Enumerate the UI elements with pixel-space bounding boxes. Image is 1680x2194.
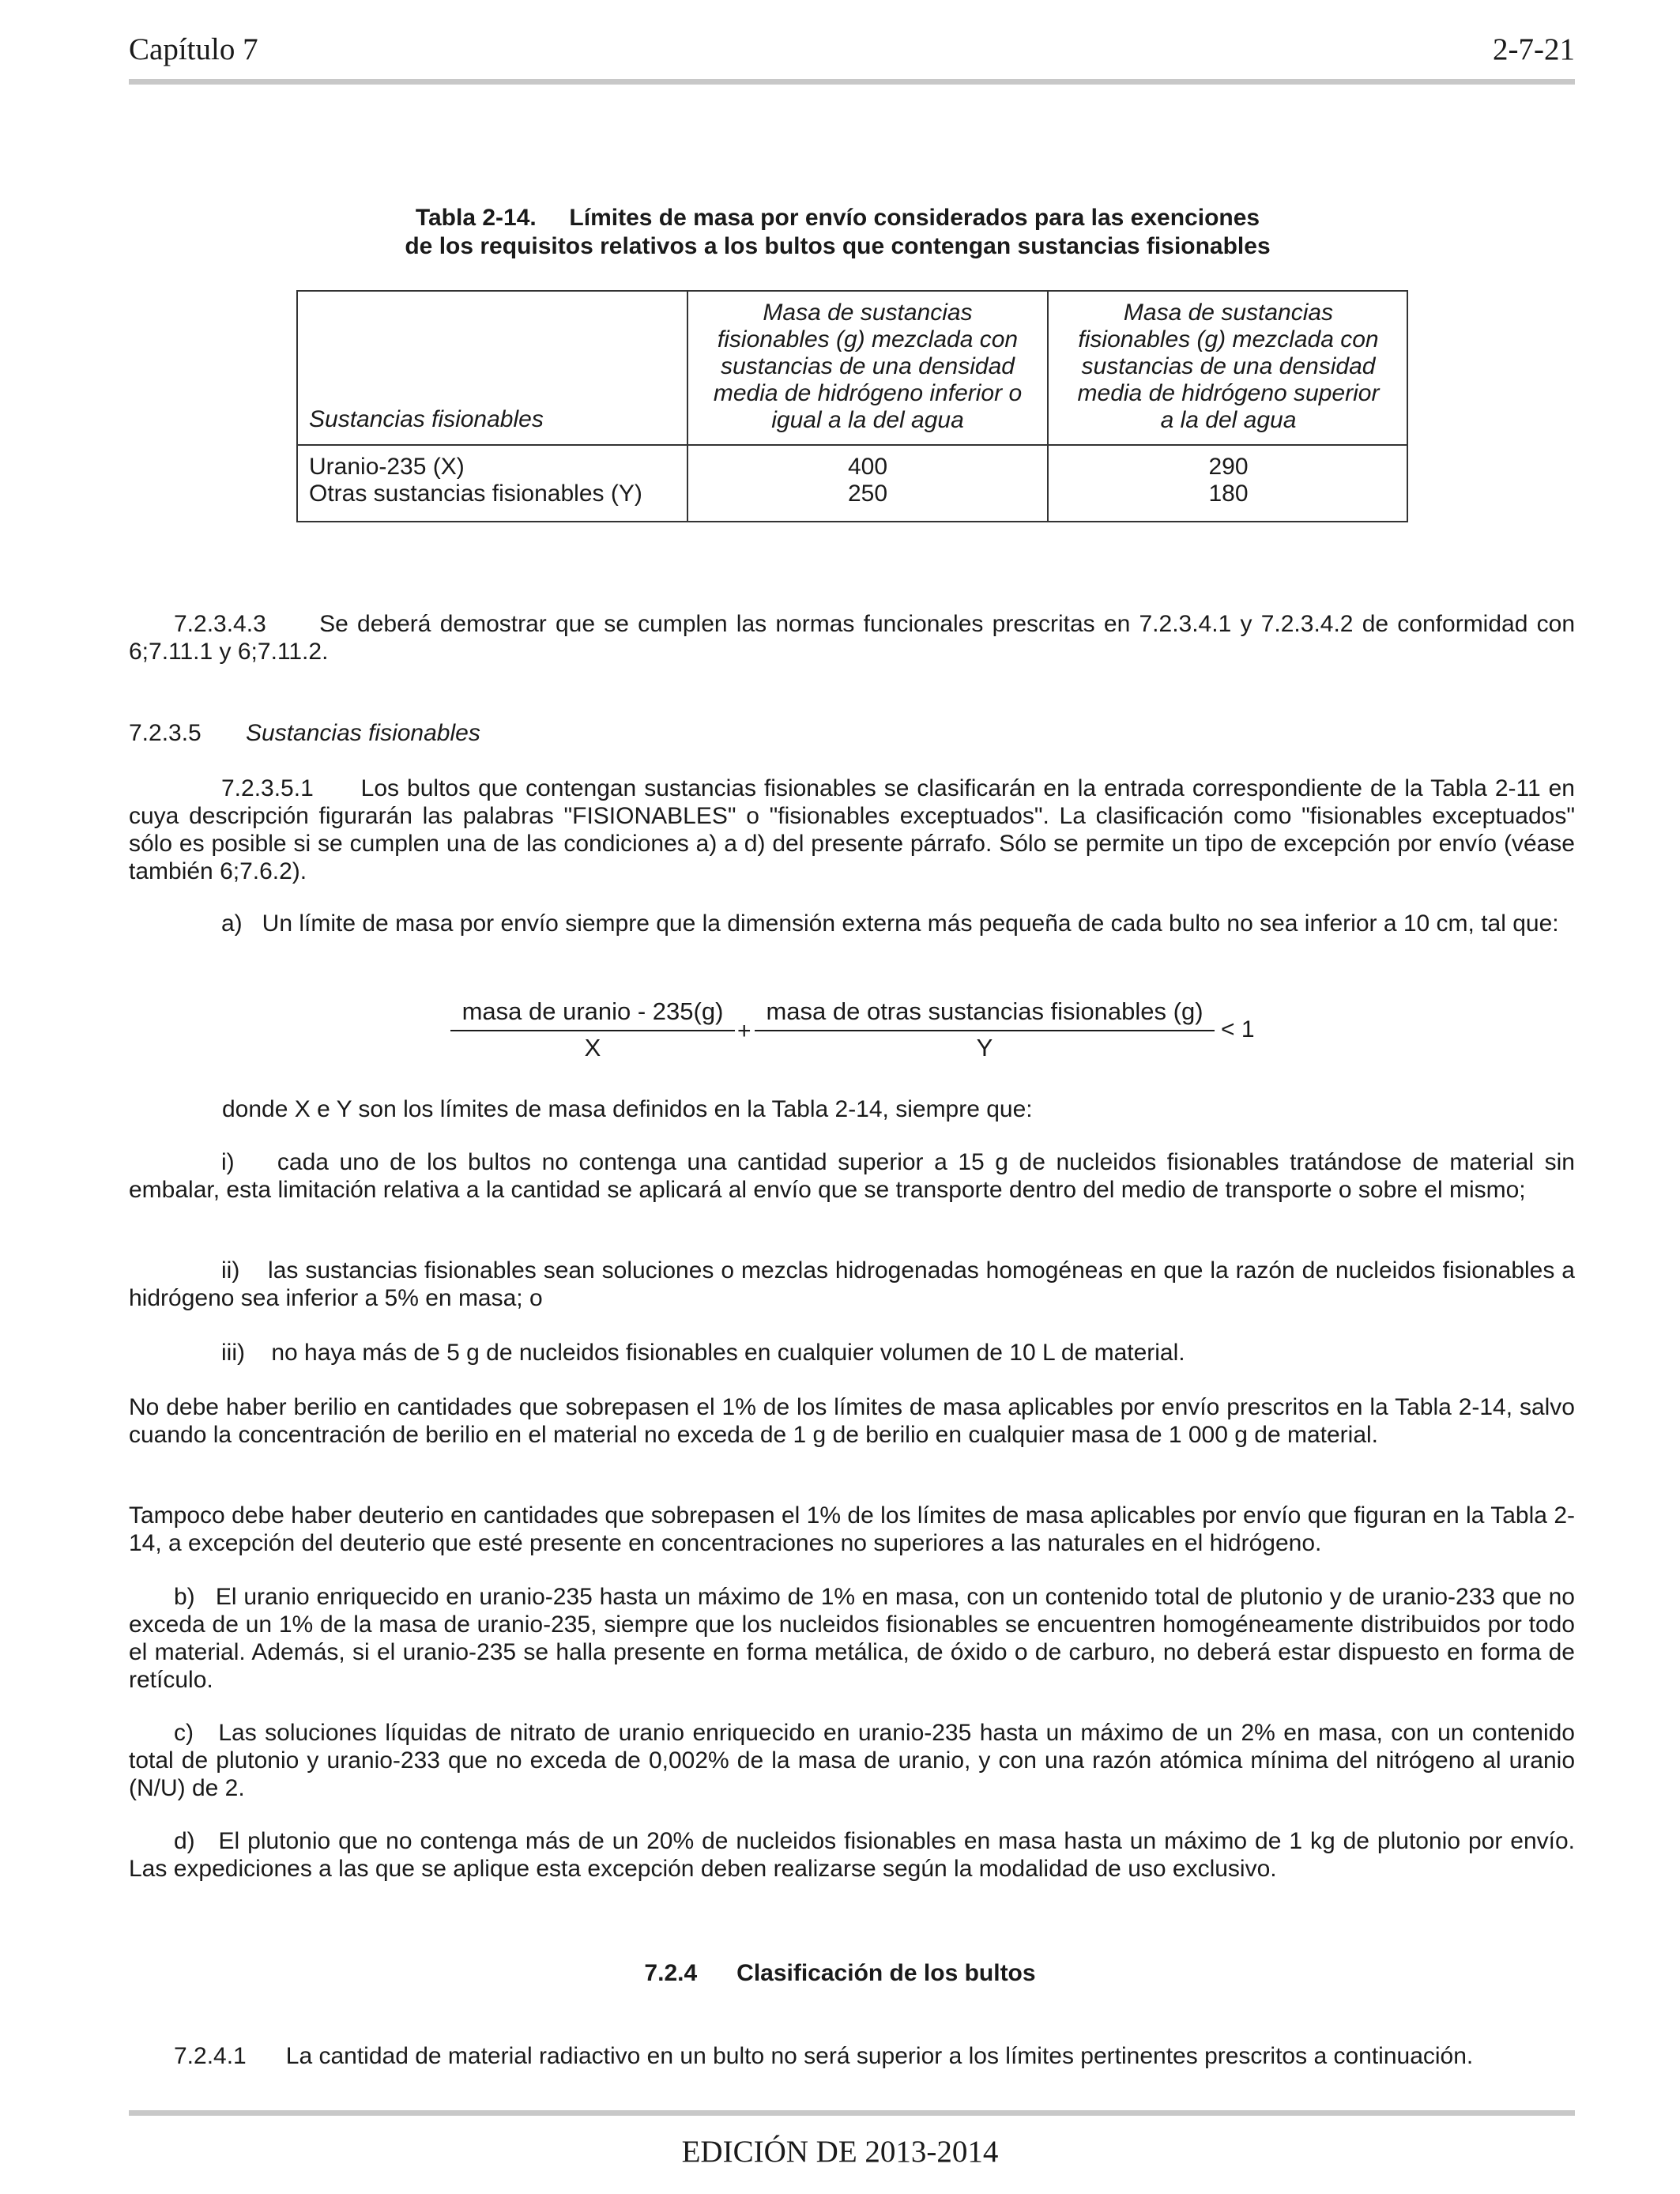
paragraph-berilio: No debe haber berilio en cantidades que sobrepasen el 1% de los límites de masa aplicables por envío prescritos en la Tabla 2-14, salvo cuando la concentración de berilio en el material no exceda de 1 g de berilio en cualquier masa de 1 000 g de material. — [129, 1394, 1575, 1448]
col-header-superior — [1049, 300, 1408, 434]
formula-relation: < 1 — [1221, 1016, 1255, 1042]
fraction-bar — [755, 1030, 1215, 1031]
table-row — [309, 454, 642, 507]
table-divider — [298, 444, 1407, 446]
paragraph-72343: 7.2.3.4.3 Se deberá demostrar que se cumplen las normas funcionales prescritas en 7.2.3.4.1 y 7.2.3.4.2 de conformidad con 6;7.11.1 y 6;7.11.2. — [129, 611, 1582, 665]
paragraph-deuterio: Tampoco debe haber deuterio en cantidades que sobrepasen el 1% de los límites de masa aplicables por envío que figuran en la Tabla 2-14, a excepción del deuterio que esté presente en concentraciones no superiores a las naturales en el hidrógeno. — [129, 1502, 1575, 1556]
edition-footer: EDICIÓN DE 2013-2014 — [681, 2135, 999, 2169]
col-header-substance: Sustancias fisionables — [309, 406, 544, 432]
section-number: 7.2.3.5 — [129, 720, 202, 746]
header-line: a la del agua — [1160, 407, 1297, 433]
value-cell: 180 — [1208, 481, 1249, 507]
paragraph-i: i) cada uno de los bultos no contenga una cantidad superior a 15 g de nucleidos fisionables tratándose de material sin embalar, esta limitación relativa a la cantidad se aplicará al envío que se transporte dentro del medio de transporte o sobre el mismo; — [129, 1149, 1582, 1203]
formula-denominator-1: X — [584, 1034, 601, 1061]
value-cell: 400 — [847, 454, 888, 480]
formula-plus: + — [737, 1018, 751, 1044]
mass-limits-table — [296, 290, 1408, 522]
header-rule — [129, 79, 1575, 85]
header-line: sustancias de una densidad — [721, 353, 1015, 379]
header-line: Masa de sustancias — [1123, 300, 1334, 326]
header-line: media de hidrógeno superior — [1077, 380, 1380, 406]
page-header — [129, 32, 1575, 79]
formula-numerator-2: masa de otras sustancias fisionables (g) — [766, 997, 1203, 1025]
section-title: Sustancias fisionables — [246, 720, 480, 746]
section-heading-7235 — [129, 720, 480, 747]
paragraph-72351: 7.2.3.5.1 Los bultos que contengan sustancias fisionables se clasificarán en la entrada correspondiente de la Tabla 2-11 en cuya descripción figurarán las palabras "FISIONABLES" o "fisionables exceptuados". La clasificación como "fisionables exceptuados" sólo es posible si se cumplen una de las condiciones a) a d) del presente párrafo. Sólo se permite un tipo de excepción por envío (véase también 6;7.6.2). — [129, 775, 1582, 884]
paragraph-d: d) El plutonio que no contenga más de un 20% de nucleidos fisionables en masa hasta un máximo de 1 kg de plutonio por envío. Las expediciones a las que se aplique esta excepción deben realizarse según la modalidad de uso exclusivo. — [129, 1828, 1582, 1882]
paragraph-7241: 7.2.4.1 La cantidad de material radiactivo en un bulto no será superior a los límites pertinentes prescritos a continuación. — [174, 2043, 1474, 2069]
table-caption-line1: Tabla 2-14. Límites de masa por envío considerados para las exenciones — [415, 205, 1260, 231]
header-line: Masa de sustancias — [763, 300, 973, 326]
page-number: 2-7-21 — [1493, 32, 1575, 66]
paragraph-a: a) Un límite de masa por envío siempre que la dimensión externa más pequeña de cada bulto no sea inferior a 10 cm, tal que: — [221, 910, 1559, 937]
header-line: igual a la del agua — [771, 407, 964, 433]
value-cell: 290 — [1208, 454, 1249, 480]
chapter-label: Capítulo 7 — [129, 32, 258, 66]
paragraph-b: b) El uranio enriquecido en uranio-235 hasta un máximo de 1% en masa, con un contenido total de plutonio y de uranio-233 que no exceda de un 1% de la masa de uranio-235, siempre que los nucleidos fisionables se encuentren homogéneamente distribuidos por todo el material. Además, si el uranio-235 se halla presente en forma metálica, de óxido o de carburo, no deberá estar dispuesto en forma de retículo. — [129, 1584, 1582, 1693]
header-line: media de hidrógeno inferior o — [713, 380, 1023, 406]
col-header-inferior — [688, 300, 1047, 434]
mass-formula — [450, 997, 1264, 1069]
fraction-bar — [450, 1030, 735, 1031]
paragraph-donde: donde X e Y son los límites de masa definidos en la Tabla 2-14, siempre que: — [222, 1096, 1033, 1122]
substance-cell: Otras sustancias fisionables (Y) — [309, 481, 642, 507]
header-line: fisionables (g) mezclada con — [1078, 326, 1379, 352]
paragraph-c: c) Las soluciones líquidas de nitrato de uranio enriquecido en uranio-235 hasta un máximo de un 2% en masa, con un contenido total de plutonio y uranio-233 que no exceda de 0,002% de la masa de uranio, y con una razón atómica mínima del nitrógeno al uranio (N/U) de 2. — [129, 1720, 1582, 1801]
footer-rule — [129, 2110, 1575, 2116]
header-line: sustancias de una densidad — [1081, 353, 1376, 379]
inferior-values — [688, 454, 1047, 507]
header-line: fisionables (g) mezclada con — [717, 326, 1019, 352]
superior-values — [1049, 454, 1408, 507]
paragraph-ii: ii) las sustancias fisionables sean soluciones o mezclas hidrogenadas homogéneas en que la razón de nucleidos fisionables a hidrógeno sea inferior a 5% en masa; o — [129, 1257, 1582, 1311]
substance-cell: Uranio-235 (X) — [309, 454, 465, 480]
section-heading-724: 7.2.4 Clasificación de los bultos — [644, 1960, 1036, 1986]
value-cell: 250 — [847, 481, 888, 507]
formula-numerator-1: masa de uranio - 235(g) — [461, 997, 724, 1025]
table-caption — [237, 204, 1438, 261]
table-caption-line2: de los requisitos relativos a los bultos que contengan sustancias fisionables — [405, 233, 1271, 259]
paragraph-iii: iii) no haya más de 5 g de nucleidos fisionables en cualquier volumen de 10 L de material. — [221, 1340, 1185, 1366]
formula-denominator-2: Y — [976, 1034, 993, 1061]
